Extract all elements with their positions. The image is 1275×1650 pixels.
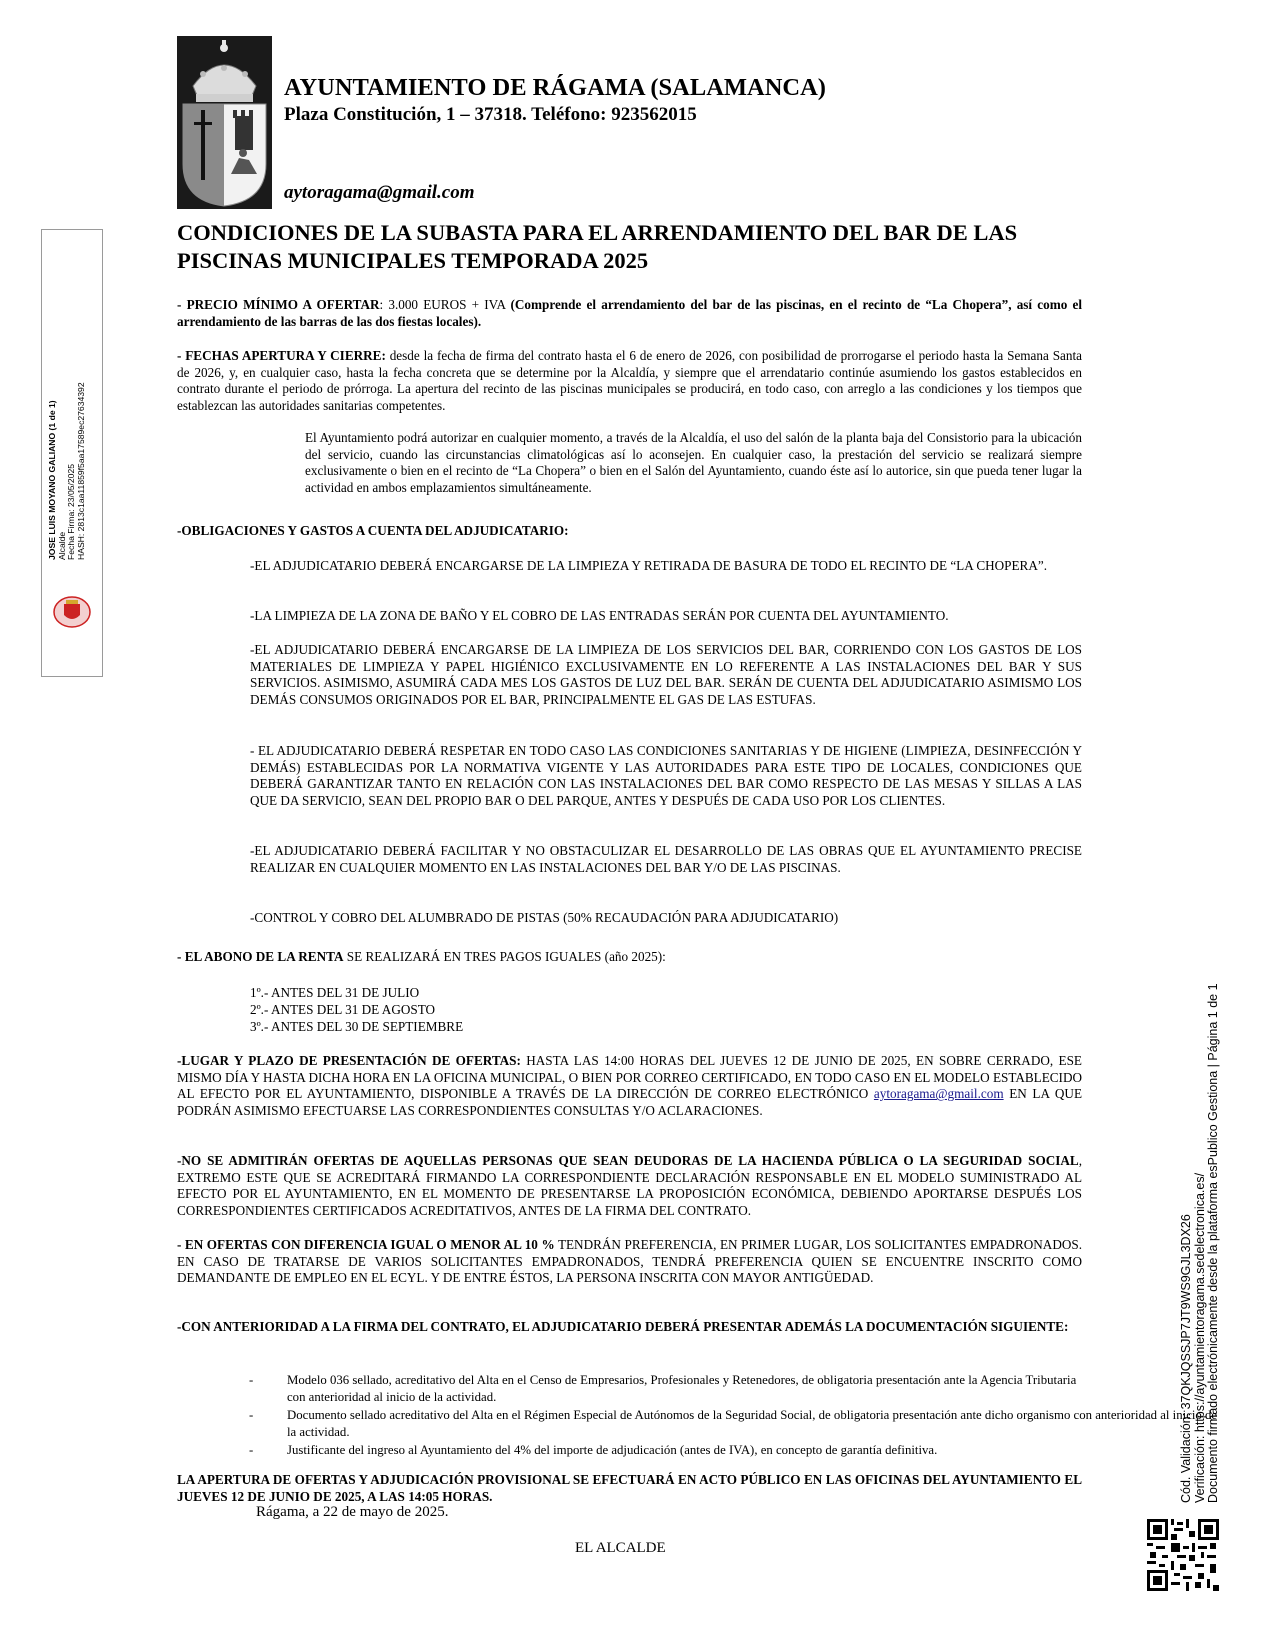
organization-address: Plaza Constitución, 1 – 37318. Teléfono: 923562015 [284,104,697,125]
list-item [249,1407,1219,1440]
signer-name: JOSE LUIS MOYANO GALIANO (1 de 1) [47,400,57,560]
signer-title: EL ALCALDE [575,1540,666,1556]
lugar-paragraph [177,1053,1082,1120]
signature-text [48,382,86,560]
fechas-label: - FECHAS APERTURA Y CIERRE: [177,348,386,363]
precio-paragraph [177,297,1082,330]
precio-note: (Comprende el arrendamiento del bar de las piscinas, en el recinto de “La Chopera”, así como el arrendamiento de las barras de las dos fiestas locales). [177,297,1083,329]
date-place: Rágama, a 22 de mayo de 2025. [256,1504,449,1520]
documentacion-heading: -CON ANTERIORIDAD A LA FIRMA DEL CONTRATO, EL ADJUDICATARIO DEBERÁ PRESENTAR ADEMÁS LA DOCUMENTACIÓN SIGUIENTE: [177,1319,1069,1334]
signature-date: Fecha Firma: 23/05/2025 [66,463,77,560]
signer-role: Alcalde [56,531,67,560]
preferencia-text: TENDRÁN PREFERENCIA, EN PRIMER LUGAR, LOS SOLICITANTES EMPADRONADOS. EN CASO DE TRATARSE DE VARIOS SOLICITANTES EMPADRONADOS, TENDRÁ PREFERENCIA QUIEN SE ENCUENTRE INSCRITO COMO DEMANDANTE DE EMPLEO EN EL ECYL. Y DE ENTRE ÉSTOS, LA PERSONA INSCRITA CON MAYOR ANTIGÜEDAD. [177,1237,1082,1286]
bullet: - [249,1373,254,1387]
organization-name: AYUNTAMIENTO DE RÁGAMA (SALAMANCA) [284,74,826,101]
signature-hash: HASH: 2813c1aa11859f5aa17589ec27634392 [75,382,86,560]
deudores-paragraph [177,1153,1082,1220]
preferencia-paragraph [177,1237,1082,1287]
precio-value: : 3.000 EUROS + IVA [379,297,511,312]
qr-code [1147,1519,1219,1591]
documentacion-list [249,1372,1218,1459]
list-item-text: Modelo 036 sellado, acreditativo del Alta en el Censo de Empresarios, Profesionales y Retenedores, de obligatoria presentación ante la Agencia Tributaria con anterioridad al inicio de la actividad. [287,1373,1077,1404]
deudores-label: -NO SE ADMITIRÁN OFERTAS DE AQUELLAS PERSONAS QUE SEAN DEUDORAS DE LA HACIENDA PÚBLICA O LA SEGURIDAD SOCIAL [177,1153,1079,1168]
payment-item: 1º.- ANTES DEL 31 DE JULIO [250,985,420,1000]
verification-text [1180,983,1221,1503]
abono-text: SE REALIZARÁ EN TRES PAGOS IGUALES (año 2025): [343,949,666,964]
lugar-text: HASTA LAS 14:00 HORAS DEL JUEVES 12 DE JUNIO DE 2025, EN SOBRE CERRADO, ESE MISMO DÍA Y HASTA DICHA HORA EN LA OFICINA MUNICIPAL, O BIEN POR CORREO CERTIFICADO, EN TODO CASO EN EL MODELO ESTABLECIDO AL EFECTO POR EL AYUNTAMIENTO, DISPONIBLE A TRAVÉS DE LA DIRECCIÓN DE CORREO ELECTRÓNICO [177,1053,1082,1102]
coat-of-arms-logo [177,36,272,209]
fechas-paragraph [177,348,1082,415]
platform-note: Documento firmado electrónicamente desde la plataforma esPublico Gestiona | Página 1 de 1 [1206,983,1220,1503]
apertura-paragraph: LA APERTURA DE OFERTAS Y ADJUDICACIÓN PROVISIONAL SE EFECTUARÁ EN ACTO PÚBLICO EN LAS OFICINAS DEL AYUNTAMIENTO EL JUEVES 12 DE JUNIO DE 2025, A LAS 14:05 HORAS. [177,1472,1082,1504]
abono-label: - EL ABONO DE LA RENTA [177,949,344,964]
lugar-text-end: EN LA QUE PODRÁN ASIMISMO EFECTUARSE LAS CORRESPONDIENTES CONSULTAS Y/O ACLARACIONES. [177,1086,1082,1119]
email-link[interactable]: aytoragama@gmail.com [873,1086,1004,1102]
obligacion-item: -EL ADJUDICATARIO DEBERÁ ENCARGARSE DE LA LIMPIEZA Y RETIRADA DE BASURA DE TODO EL RECINTO DE “LA CHOPERA”. [250,558,1048,573]
organization-email: aytoragama@gmail.com [284,182,475,203]
document-title: CONDICIONES DE LA SUBASTA PARA EL ARRENDAMIENTO DEL BAR DE LAS PISCINAS MUNICIPALES TEMPORADA 2025 [177,220,1018,273]
payment-item: 2º.- ANTES DEL 31 DE AGOSTO [250,1002,436,1017]
obligacion-item: -CONTROL Y COBRO DEL ALUMBRADO DE PISTAS (50% RECAUDACIÓN PARA ADJUDICATARIO) [250,910,839,925]
abono-paragraph [177,949,666,966]
payment-item: 3º.- ANTES DEL 30 DE SEPTIEMBRE [250,1019,464,1034]
list-item [249,1372,1084,1405]
list-item-text: Justificante del ingreso al Ayuntamiento del 4% del importe de adjudicación (antes de IVA), en concepto de garantía definitiva. [287,1443,938,1457]
salon-paragraph: El Ayuntamiento podrá autorizar en cualquier momento, a través de la Alcaldía, el uso del salón de la planta baja del Consistorio para la ubicación del servicio, cuando las circunstancias climatológicas así lo aconsejen. En cualquier caso, la prestación del servicio se realizará siempre exclusivamente o bien en el recinto de “La Chopera” o bien en el Salón del Ayuntamiento, cuando éste así lo autorice, sin que pueda tener lugar la actividad en ambos emplazamientos simultáneamente. [305,430,1082,496]
obligaciones-heading: -OBLIGACIONES Y GASTOS A CUENTA DEL ADJUDICATARIO: [177,523,569,538]
obligacion-item: - EL ADJUDICATARIO DEBERÁ RESPETAR EN TODO CASO LAS CONDICIONES SANITARIAS Y DE HIGIENE (LIMPIEZA, DESINFECCIÓN Y DEMÁS) ESTABLECIDAS POR LA NORMATIVA VIGENTE Y LAS AUTORIDADES PARA ESTE TIPO DE LOCALES, CONDICIONES QUE DEBERÁ GARANTIZAR TANTO EN RELACIÓN CON LAS INSTALACIONES DEL BAR COMO RESPECTO DE LAS MESAS Y SILLAS A LAS QUE DA SERVICIO, SEAN DEL PROPIO BAR O DEL PARQUE, ANTES Y DESPUÉS DE CADA USO POR LOS CLIENTES. [250,743,1082,809]
lugar-label: -LUGAR Y PLAZO DE PRESENTACIÓN DE OFERTAS: [177,1053,521,1068]
signature-box [41,229,103,677]
obligacion-item: -LA LIMPIEZA DE LA ZONA DE BAÑO Y EL COBRO DE LAS ENTRADAS SERÁN POR CUENTA DEL AYUNTAMIENTO. [250,608,949,623]
deudores-text: , EXTREMO ESTE QUE SE ACREDITARÁ FIRMANDO LA CORRESPONDIENTE DECLARACIÓN RESPONSABLE EN EL MODELO SUMINISTRADO AL EFECTO POR EL AYUNTAMIENTO, EN EL MOMENTO DE PRESENTARSE LA PROPOSICIÓN ECONÓMICA, DEBIENDO APORTARSE DESPUÉS LOS CORRESPONDIENTES CERTIFICADOS ACREDITATIVOS, ANTES DE LA FIRMA DEL CONTRATO. [177,1153,1082,1219]
validation-code: Cód. Validación: 37QKJQSSJP7JT9WS9GJL3DX26 [1179,1214,1193,1503]
list-item [249,1442,1084,1459]
fechas-text: desde la fecha de firma del contrato hasta el 6 de enero de 2026, con posibilidad de prorrogarse el periodo hasta la Semana Santa de 2026, y, en cualquier caso, hasta la fecha concreta que se determine por la Alcaldía, y siempre que el arrendatario continúe asumiendo los gastos establecidos en contrato durante el periodo de prórroga. La apertura del recinto de las piscinas municipales se producirá, en todo caso, con arreglo a las condiciones y los tiempos que establezcan las autoridades sanitarias competentes. [177,348,1082,414]
obligacion-item: -EL ADJUDICATARIO DEBERÁ ENCARGARSE DE LA LIMPIEZA DE LOS SERVICIOS DEL BAR, CORRIENDO CON LOS GASTOS DE LOS MATERIALES DE LIMPIEZA Y PAPEL HIGIÉNICO EXCLUSIVAMENTE EN LO REFERENTE A LAS INSTALACIONES DEL BAR Y SUS SERVICIOS. ASIMISMO, ASUMIRÁ CADA MES LOS GASTOS DE LUZ DEL BAR. SERÁN DE CUENTA DEL ADJUDICATARIO ASIMISMO LOS DEMÁS CONSUMOS ORIGINADOS POR EL BAR, PRINCIPALMENTE EL GAS DE LAS ESTUFAS. [250,642,1082,708]
preferencia-label: - EN OFERTAS CON DIFERENCIA IGUAL O MENOR AL 10 % [177,1237,555,1252]
precio-label: - PRECIO MÍNIMO A OFERTAR [177,297,380,312]
list-item-text: Documento sellado acreditativo del Alta en el Régimen Especial de Autónomos de la Seguridad Social, de obligatoria presentación ante dicho organismo con anterioridad al inicio de la actividad. [287,1408,1218,1439]
seal-icon [52,595,92,629]
bullet: - [249,1408,254,1422]
verification-url: Verificación: https://ayuntamientoragama.sedelectronica.es/ [1192,1172,1207,1503]
obligacion-item: -EL ADJUDICATARIO DEBERÁ FACILITAR Y NO OBSTACULIZAR EL DESARROLLO DE LAS OBRAS QUE EL AYUNTAMIENTO PRECISE REALIZAR EN CUALQUIER MOMENTO EN LAS INSTALACIONES DEL BAR Y/O DE LAS PISCINAS. [250,843,1082,875]
bullet: - [249,1443,254,1457]
